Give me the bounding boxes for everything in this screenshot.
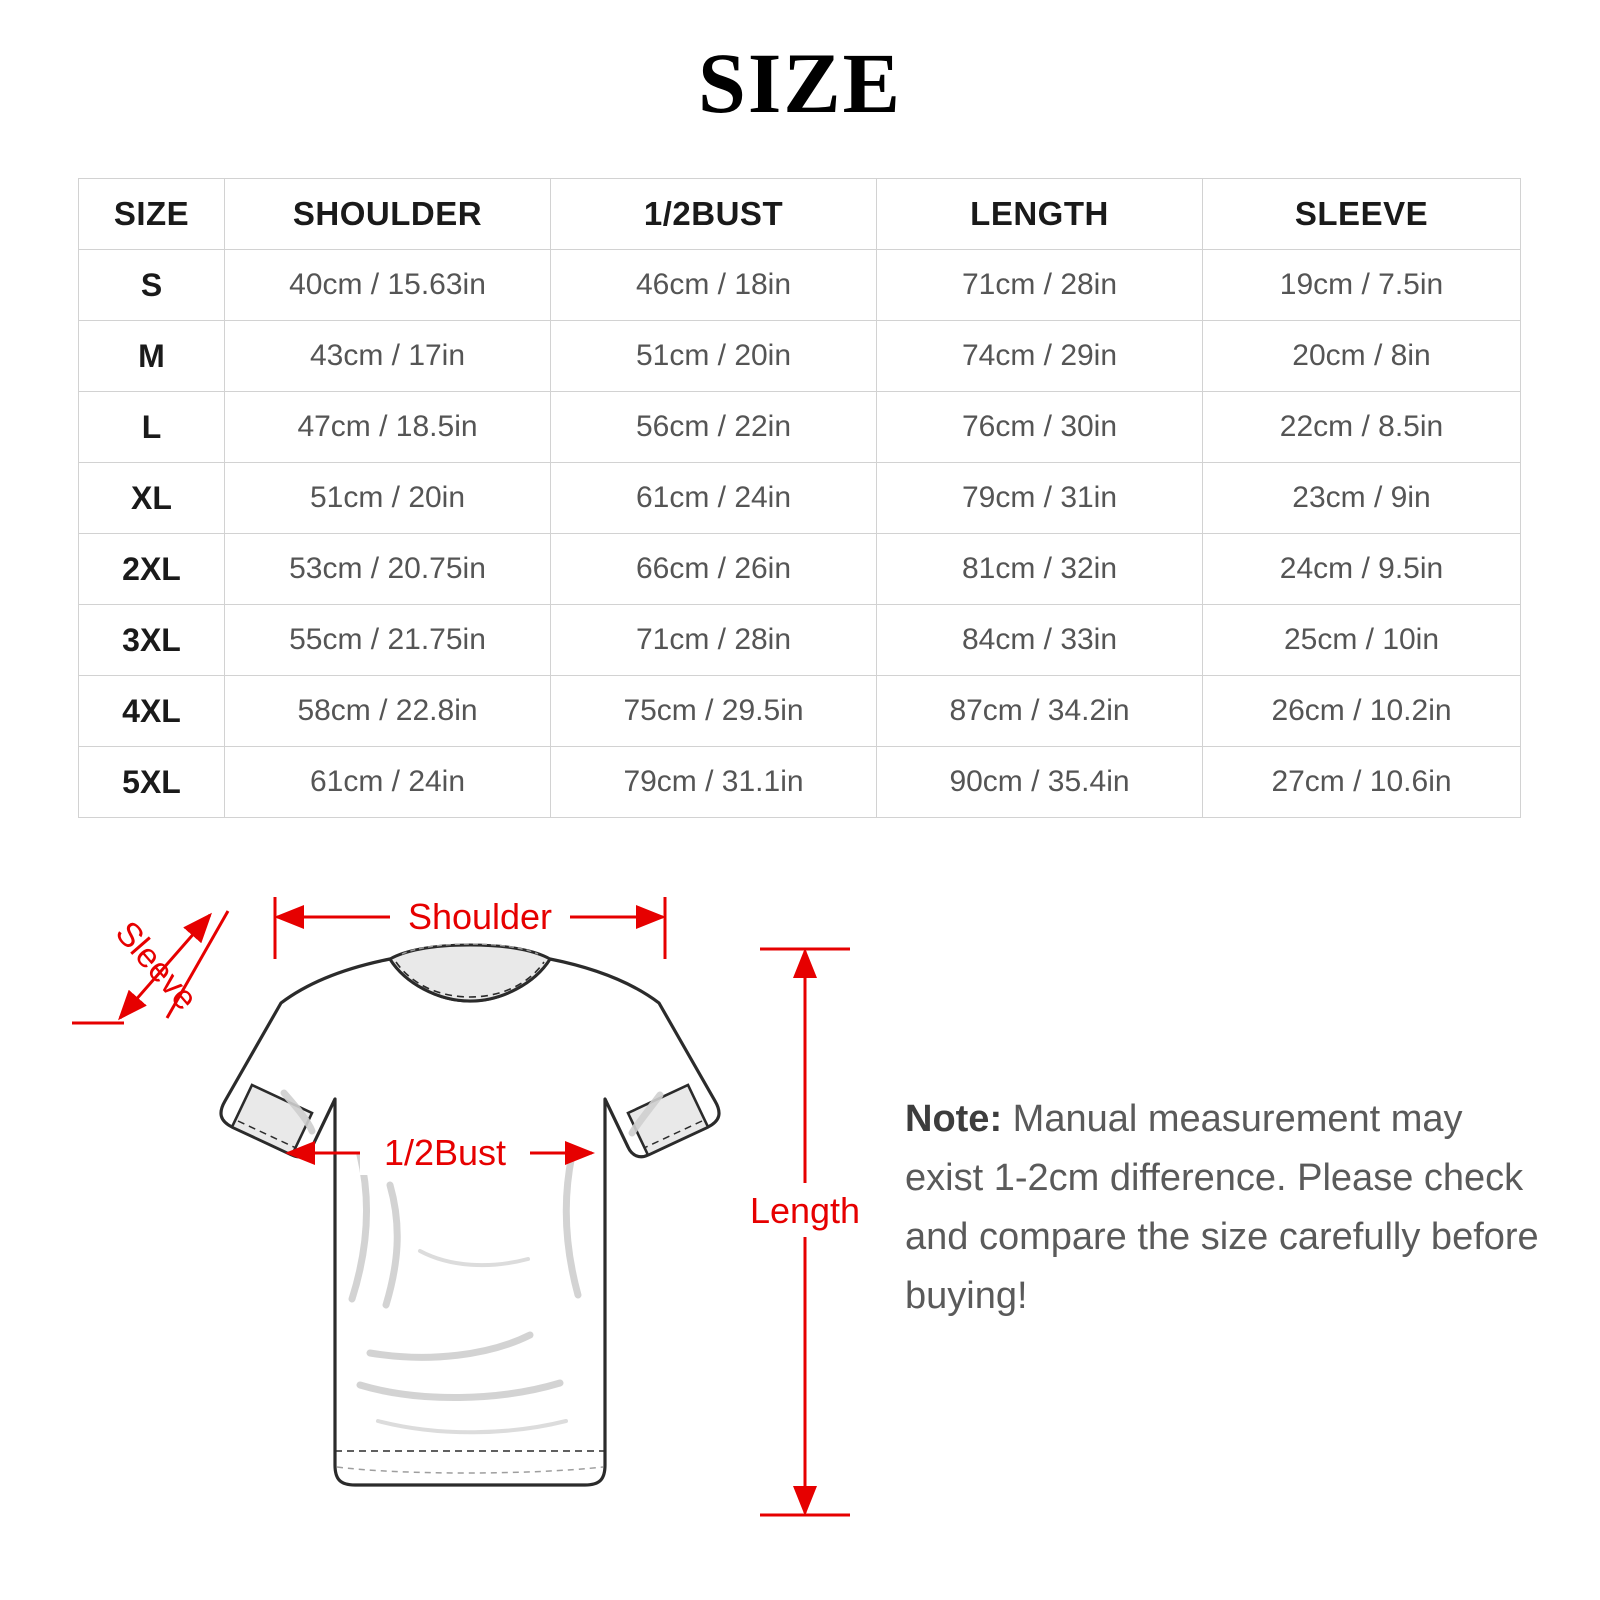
- cell-length: 81cm / 32in: [877, 534, 1203, 605]
- table-row: [79, 321, 1521, 392]
- cell-sleeve: 22cm / 8.5in: [1203, 392, 1521, 463]
- cell-size: S: [79, 250, 225, 321]
- size-chart-table: [78, 178, 1521, 818]
- cell-shoulder: 51cm / 20in: [225, 463, 551, 534]
- cell-bust: 79cm / 31.1in: [551, 747, 877, 818]
- cell-bust: 56cm / 22in: [551, 392, 877, 463]
- cell-size: 3XL: [79, 605, 225, 676]
- cell-length: 90cm / 35.4in: [877, 747, 1203, 818]
- cell-bust: 71cm / 28in: [551, 605, 877, 676]
- cell-sleeve: 25cm / 10in: [1203, 605, 1521, 676]
- table-row: [79, 534, 1521, 605]
- table-header-row: [79, 179, 1521, 250]
- label-length: Length: [749, 1190, 861, 1231]
- sleeve-dimension: [72, 911, 228, 1023]
- cell-sleeve: 26cm / 10.2in: [1203, 676, 1521, 747]
- note-label: Note:: [905, 1098, 1003, 1140]
- length-dimension: [740, 949, 870, 1515]
- page-title: SIZE: [697, 35, 903, 131]
- label-bust: 1/2Bust: [383, 1132, 507, 1173]
- cell-shoulder: 58cm / 22.8in: [225, 676, 551, 747]
- cell-size: M: [79, 321, 225, 392]
- tshirt-illustration: [221, 944, 719, 1485]
- cell-bust: 51cm / 20in: [551, 321, 877, 392]
- cell-size: 2XL: [79, 534, 225, 605]
- label-shoulder: Shoulder: [407, 896, 553, 937]
- cell-sleeve: 27cm / 10.6in: [1203, 747, 1521, 818]
- table-row: [79, 747, 1521, 818]
- cell-bust: 61cm / 24in: [551, 463, 877, 534]
- cell-length: 71cm / 28in: [877, 250, 1203, 321]
- cell-size: XL: [79, 463, 225, 534]
- column-header-shoulder: SHOULDER: [225, 179, 551, 250]
- cell-bust: 75cm / 29.5in: [551, 676, 877, 747]
- cell-length: 87cm / 34.2in: [877, 676, 1203, 747]
- cell-shoulder: 55cm / 21.75in: [225, 605, 551, 676]
- table-row: [79, 250, 1521, 321]
- cell-size: 5XL: [79, 747, 225, 818]
- cell-sleeve: 24cm / 9.5in: [1203, 534, 1521, 605]
- cell-shoulder: 61cm / 24in: [225, 747, 551, 818]
- cell-sleeve: 19cm / 7.5in: [1203, 250, 1521, 321]
- cell-sleeve: 23cm / 9in: [1203, 463, 1521, 534]
- cell-length: 76cm / 30in: [877, 392, 1203, 463]
- note-block: [905, 1090, 1545, 1326]
- table-row: [79, 605, 1521, 676]
- cell-shoulder: 43cm / 17in: [225, 321, 551, 392]
- table-row: [79, 676, 1521, 747]
- column-header-bust: 1/2BUST: [551, 179, 877, 250]
- cell-shoulder: 47cm / 18.5in: [225, 392, 551, 463]
- measurement-diagram: [60, 855, 880, 1555]
- cell-length: 74cm / 29in: [877, 321, 1203, 392]
- note-text: Manual measurement may exist 1-2cm difference. Please check and compare the size carefully before buying!: [905, 1098, 1539, 1317]
- cell-shoulder: 40cm / 15.63in: [225, 250, 551, 321]
- cell-size: L: [79, 392, 225, 463]
- label-sleeve: Sleeve: [107, 914, 205, 1018]
- cell-bust: 46cm / 18in: [551, 250, 877, 321]
- cell-length: 84cm / 33in: [877, 605, 1203, 676]
- table-row: [79, 392, 1521, 463]
- column-header-size: SIZE: [79, 179, 225, 250]
- cell-shoulder: 53cm / 20.75in: [225, 534, 551, 605]
- column-header-sleeve: SLEEVE: [1203, 179, 1521, 250]
- cell-bust: 66cm / 26in: [551, 534, 877, 605]
- cell-sleeve: 20cm / 8in: [1203, 321, 1521, 392]
- cell-length: 79cm / 31in: [877, 463, 1203, 534]
- table-row: [79, 463, 1521, 534]
- column-header-length: LENGTH: [877, 179, 1203, 250]
- cell-size: 4XL: [79, 676, 225, 747]
